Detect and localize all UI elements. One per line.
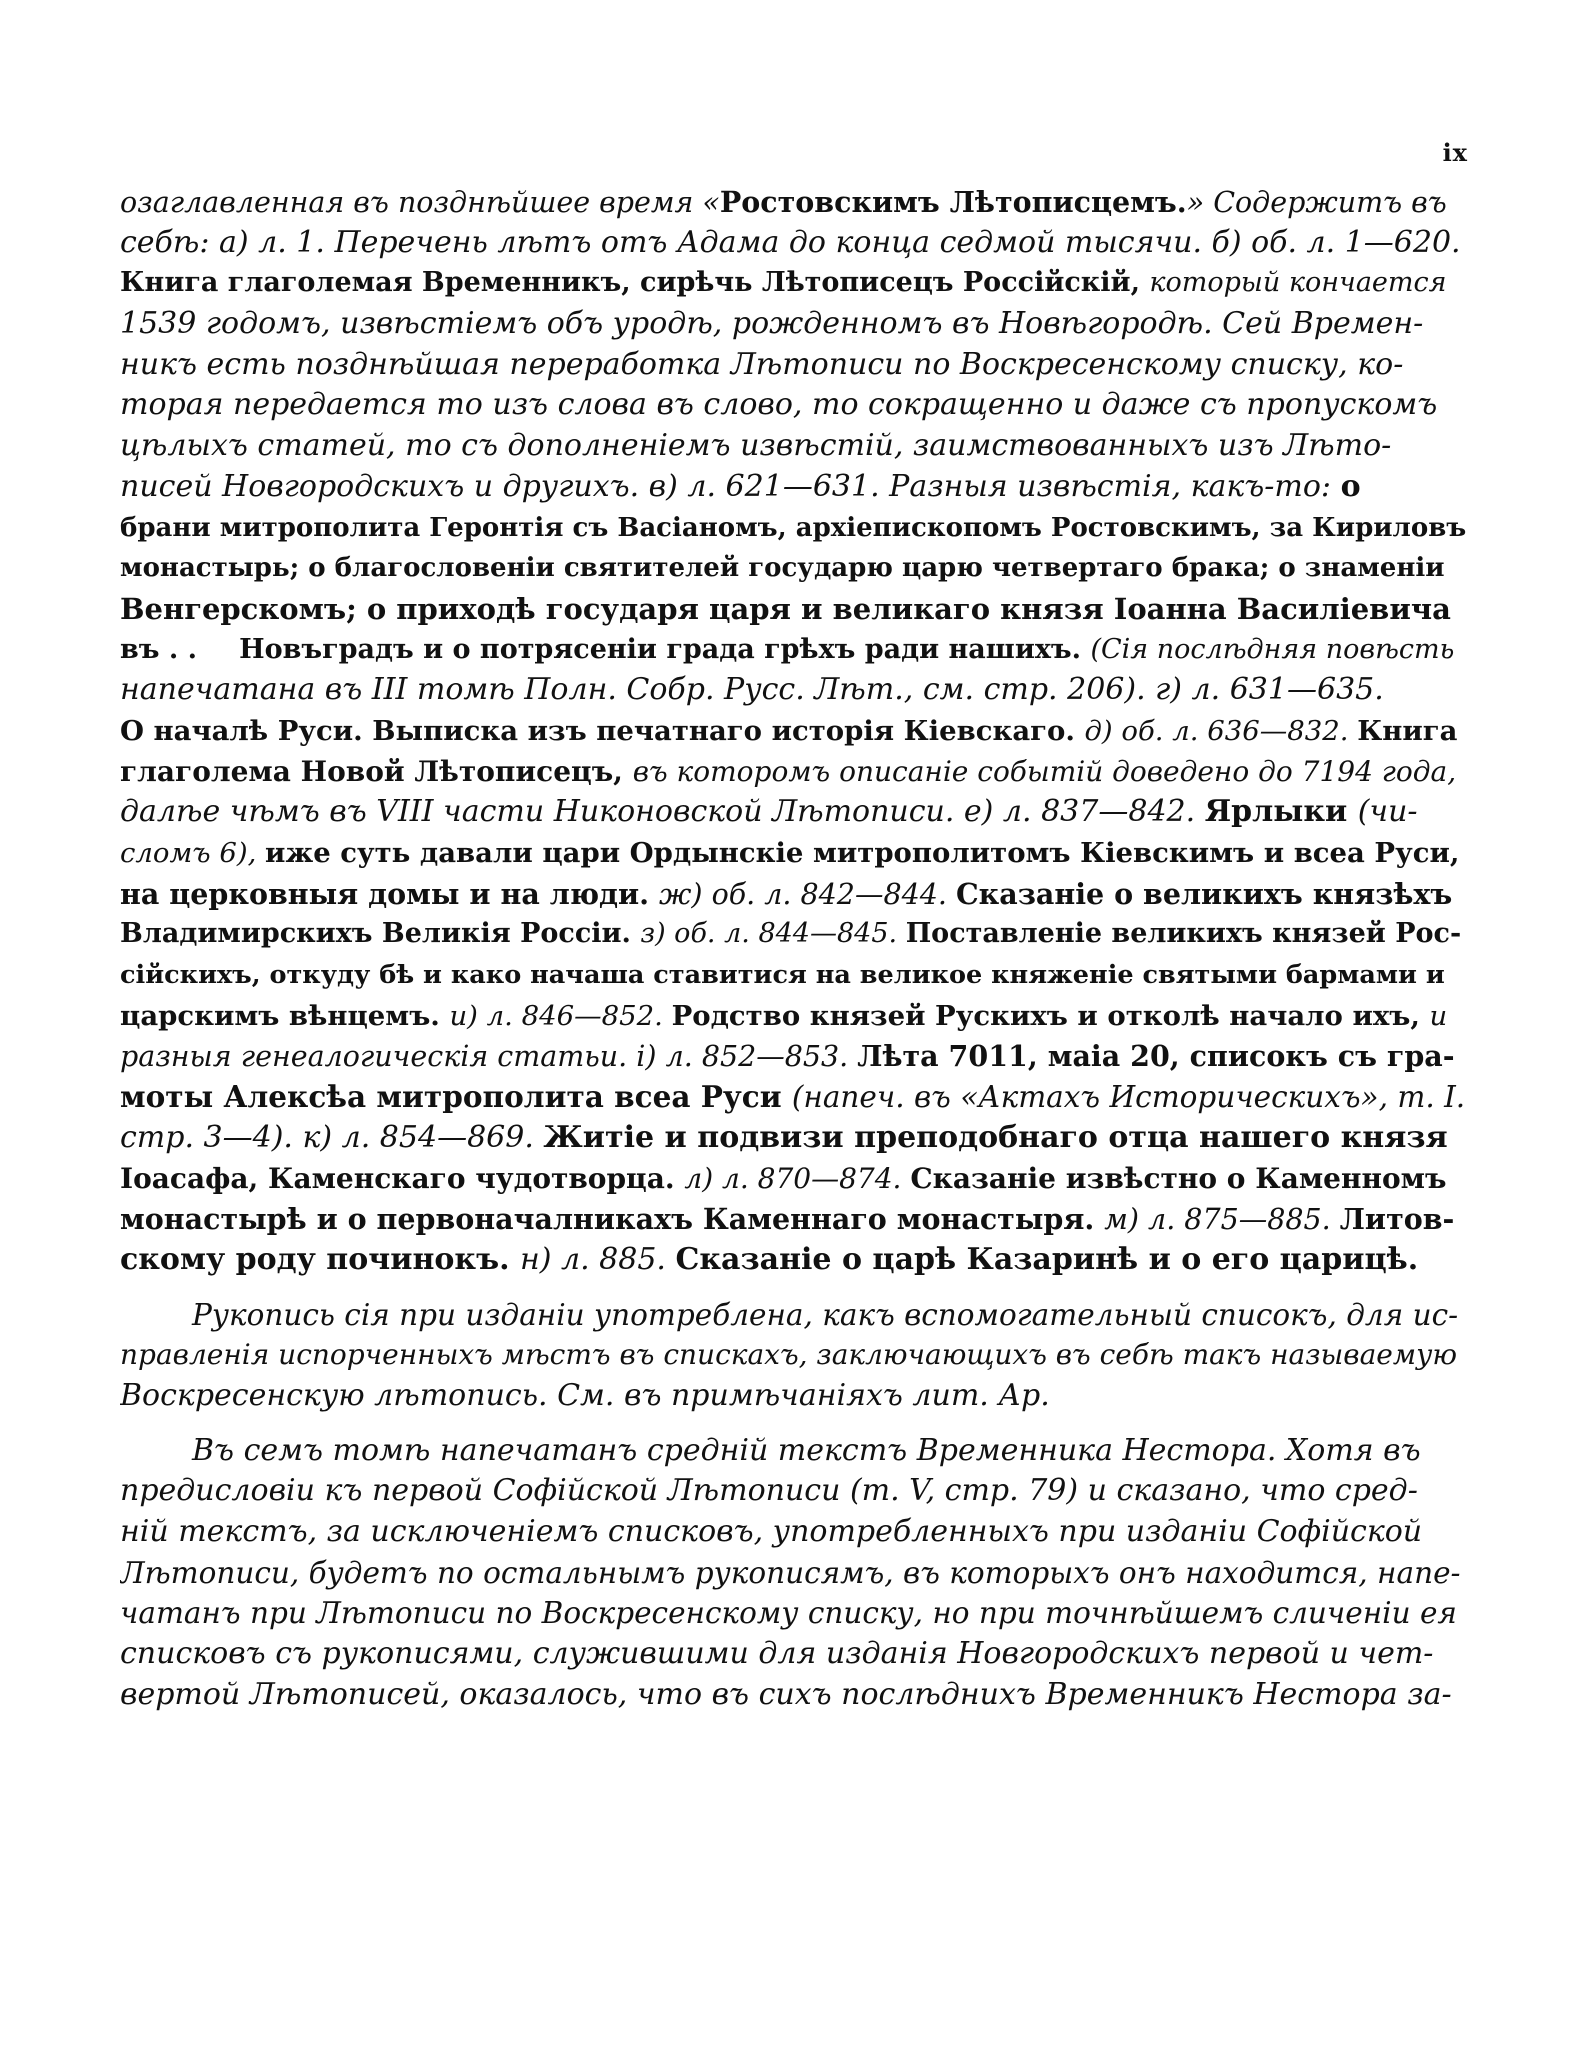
paragraph-usage-note — [120, 1295, 1466, 1417]
text-line: 1539 годомъ, извѣстіемъ объ уродѣ, рожденномъ въ Новѣгородѣ. Сей Времен- — [120, 306, 1424, 342]
page-number: ix — [1442, 138, 1468, 167]
text-line: монастырѣ и о первоначалникахъ Каменнаго монастыря. м) л. 875—885. Литов- — [120, 1202, 1455, 1237]
text-line: брани митрополита Геронтія съ Васіаномъ, архіепископомъ Ростовскимъ, за Кириловъ — [120, 512, 1466, 543]
text-line: напечатана въ III томѣ Полн. Собр. Русс. Лѣт., см. стр. 206). г) л. 631—635. — [120, 672, 1384, 708]
text-line: озаглавленная въ позднѣйшее время «Ростовскимъ Лѣтописцемъ.» Содержитъ въ — [120, 185, 1447, 219]
text-line: царскимъ вѣнцемъ. и) л. 846—852. Родство князей Рускихъ и отколѣ начало ихъ, и — [120, 999, 1448, 1032]
text-line: Іоасафа, Каменскаго чудотворца. л) л. 870—874. Сказаніе извѣстно о Каменномъ — [120, 1161, 1447, 1195]
text-line: чатанъ при Лѣтописи по Воскресенскому списку, но при точнѣйшемъ сличеніи ея — [120, 1596, 1457, 1631]
text-line: цѣлыхъ статей, то съ дополненіемъ извѣстій, заимствованныхъ изъ Лѣто- — [120, 428, 1392, 464]
body-text — [120, 182, 1466, 1715]
text-line: вертой Лѣтописей, оказалось, что въ сихъ послѣднихъ Временникъ Несторa за- — [120, 1676, 1452, 1712]
text-line: Воскресенскую лѣтопись. См. въ примѣчаніяхъ лит. Ар. — [120, 1377, 1050, 1413]
text-line: сломъ 6), иже суть давали цари Ордынскіе митрополитомъ Кіевскимъ и всеа Руси, — [120, 837, 1460, 869]
paragraph-manuscript-contents — [120, 182, 1466, 1281]
text-line: правленія испорченныхъ мѣстъ въ спискахъ, заключающихъ въ себѣ такъ называемую — [120, 1338, 1457, 1372]
text-line: писей Новгородскихъ и другихъ. в) л. 621—631. Разныя извѣстія, какъ-то: о — [120, 468, 1361, 504]
text-line: сійскихъ, откуду бѣ и како начаша ставитися на великое княженіе святыми бармами и — [120, 960, 1445, 991]
text-line: моты Алексѣа митрополита всеа Руси (напеч. въ «Актахъ Историческихъ», т. I. — [120, 1079, 1466, 1115]
text-line: Лѣтописи, будетъ по остальнымъ рукописямъ, въ которыхъ онъ находится, напе- — [120, 1555, 1461, 1590]
text-line: Владимирскихъ Великія Россіи. з) об. л. 844—845. Поставленіе великихъ князей Рос- — [120, 918, 1462, 950]
text-line: Венгерскомъ; о приходѣ государя царя и великаго князя Іоанна Василіевича — [120, 591, 1451, 626]
text-line: глаголема Новой Лѣтописецъ, въ которомъ описаніе событій доведено до 7194 года, — [120, 754, 1457, 788]
paragraph-nestor-text — [120, 1431, 1466, 1716]
text-line: ній текстъ, за исключеніемъ списковъ, употребленныхъ при изданіи Софійской — [120, 1514, 1423, 1549]
text-line: Въ семъ томѣ напечатанъ средній текстъ Временника Нестора. Хотя въ — [192, 1432, 1421, 1468]
text-line: торая передается то изъ слова въ слово, то сокращенно и даже съ пропускомъ — [120, 387, 1438, 423]
text-line: въ . . Новъградъ и о потрясеніи града грѣхъ ради нашихъ. (Сія послѣдняя повѣсть — [120, 633, 1455, 665]
text-line: далѣе чѣмъ въ VIII части Никоновской Лѣтописи. е) л. 837—842. Ярлыки (чи- — [120, 794, 1418, 830]
text-line: списковъ съ рукописями, служившими для изданія Новгородскихъ первой и чет- — [120, 1636, 1434, 1672]
text-line: себѣ: а) л. 1. Перечень лѣтъ отъ Адама до конца седмой тысячи. б) об. л. 1—620. — [120, 224, 1461, 260]
text-line: никъ есть позднѣйшая переработка Лѣтописи по Воскресенскому списку, ко- — [120, 346, 1404, 382]
text-line: Книга глаголемая Временникъ, сирѣчь Лѣтописецъ Россійскій, который кончается — [120, 267, 1447, 299]
text-line: на церковныя домы и на люди. ж) об. л. 842—844. Сказаніе о великихъ князѣхъ — [120, 876, 1453, 911]
text-line: скому роду починокъ. н) л. 885. Сказаніе о царѣ Казаринѣ и о его царицѣ. — [120, 1241, 1419, 1277]
text-line: монастырь; о благословеніи святителей государю царю четвертаго брака; о знаменіи — [120, 553, 1445, 584]
text-line: стр. 3—4). к) л. 854—869. Житіе и подвизи преподобнаго отца нашего князя — [120, 1119, 1448, 1155]
text-line: Рукопись сія при изданіи употреблена, какъ вспомогательный списокъ, для ис- — [192, 1297, 1459, 1332]
text-line: предисловіи къ первой Софійской Лѣтописи (т. V, стр. 79) и сказано, что сред- — [120, 1473, 1418, 1509]
text-line: разныя генеалогическія статьи. і) л. 852—853. Лѣта 7011, маіа 20, списокъ съ гра- — [120, 1039, 1455, 1074]
text-line: О началѣ Руси. Выписка изъ печатнаго исторія Кіевскаго. д) об. л. 636—832. Книга — [120, 714, 1458, 747]
